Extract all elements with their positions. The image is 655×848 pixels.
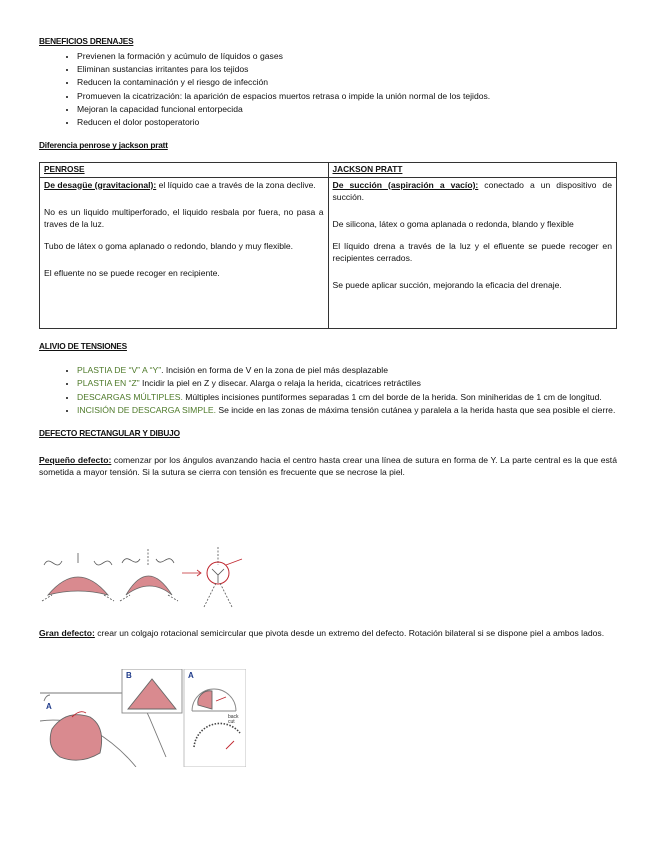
small-defect-paragraph [39, 454, 617, 478]
defect-heading: DEFECTO RECTANGULAR Y DIBUJO [39, 428, 180, 439]
table-header-jackson: JACKSON PRATT [328, 162, 617, 177]
list-item: • Mejoran la capacidad funcional entorpecida [77, 103, 617, 115]
benefits-list [39, 50, 617, 129]
technique-name: DESCARGAS MÚLTIPLES. [77, 391, 183, 402]
list-item: • Reducen el dolor postoperatorio [77, 116, 617, 128]
difference-heading: Diferencia penrose y jackson pratt [39, 140, 168, 151]
list-item [77, 391, 617, 403]
jackson-p4: Se puede aplicar succión, mejorando la eficacia del drenaje. [332, 279, 562, 290]
defect-section [39, 428, 617, 478]
jackson-p3: El líquido drena a través de la luz y el efluente se puede recoger en recipientes cerrados. [332, 240, 612, 263]
tension-list [39, 364, 617, 416]
list-item: • Reducen la contaminación y el riesgo de infección [77, 76, 617, 88]
comparison-table [39, 162, 617, 329]
list-item [77, 404, 617, 416]
difference-section [39, 140, 617, 328]
list-item [77, 364, 617, 376]
tension-section [39, 341, 617, 417]
benefits-heading: BENEFICIOS DRENAJES [39, 36, 134, 46]
rotation-flap-drawing [40, 669, 246, 767]
penrose-p2: No es un liquido multiperforado, el liquido resbala por fuera, no pasa a traves de la luz. [44, 206, 324, 229]
jackson-cell [328, 177, 617, 328]
technique-name: INCISIÓN DE DESCARGA SIMPLE. [77, 405, 216, 416]
technique-name: PLASTIA DE “V” A “Y” [77, 365, 162, 376]
list-item [77, 377, 617, 389]
large-defect-paragraph [39, 627, 617, 639]
list-item: • Previenen la formación y acúmulo de líquidos o gases [77, 50, 617, 62]
tension-heading: ALIVIO DE TENSIONES [39, 340, 127, 351]
jackson-p1: conectado a un dispositivo de succión. [332, 179, 612, 202]
list-item: • Eliminan sustancias irritantes para los tejidos [77, 63, 617, 75]
jackson-lead: De succión (aspiración a vacío): [332, 179, 479, 190]
large-defect-text: crear un colgajo rotacional semicircular que pivota desde un extremo del defecto. Rotación bilateral si se dispone piel a ambos lados. [94, 628, 605, 638]
figure-label-back-cut: back cut [228, 714, 239, 725]
penrose-p4: El efluente no se puede recoger en recipiente. [44, 267, 220, 278]
small-defect-lead: Pequeño defecto: [39, 454, 112, 465]
penrose-p3: Tubo de látex o goma aplanado o redondo, blando y muy flexible. [44, 240, 294, 251]
technique-text: Múltiples incisiones puntiformes separadas 1 cm del borde de la herida. Son miniheridas de 1 cm de longitud. [182, 391, 602, 402]
jackson-p2: De silicona, látex o goma aplanada o redonda, blando y flexible [332, 218, 574, 229]
figure-label-a: A [46, 702, 52, 711]
large-defect-lead: Gran defecto: [39, 628, 95, 638]
list-item: • Promueven la cicatrización: la aparición de espacios muertos retrasa o impide la unión normal de los tejidos. [77, 90, 617, 102]
penrose-lead: De desagüe (gravitacional): [44, 179, 157, 190]
document-page [39, 36, 617, 478]
benefits-section [39, 36, 617, 128]
small-defect-text: comenzar por los ángulos avanzando hacia el centro hasta crear una línea de sutura en forma de Y. La parte central es la que está sometida a mayor tensión. Si la sutura se cierra con tensión es frecuente que se necrose la piel. [39, 454, 617, 477]
technique-text: . Incisión en forma de V en la zona de piel más desplazable [161, 365, 388, 376]
small-defect-figure [40, 543, 250, 611]
technique-text: Incidir la piel en Z y disecar. Alarga o relaja la herida, cicatrices retráctiles [139, 378, 421, 389]
table-header-penrose: PENROSE [40, 162, 329, 177]
penrose-p1: el líquido cae a través de la zona declive. [156, 179, 316, 190]
large-defect-figure [40, 669, 246, 767]
technique-text: Se incide en las zonas de máxima tensión cutánea y paralela a la herida hasta que sea posible el cierre. [215, 405, 616, 416]
figure-label-b: B [126, 671, 132, 680]
penrose-cell [40, 177, 329, 328]
technique-name: PLASTIA EN “Z” [77, 378, 140, 389]
large-defect-block [39, 627, 617, 639]
figure-label-a2: A [188, 671, 194, 680]
